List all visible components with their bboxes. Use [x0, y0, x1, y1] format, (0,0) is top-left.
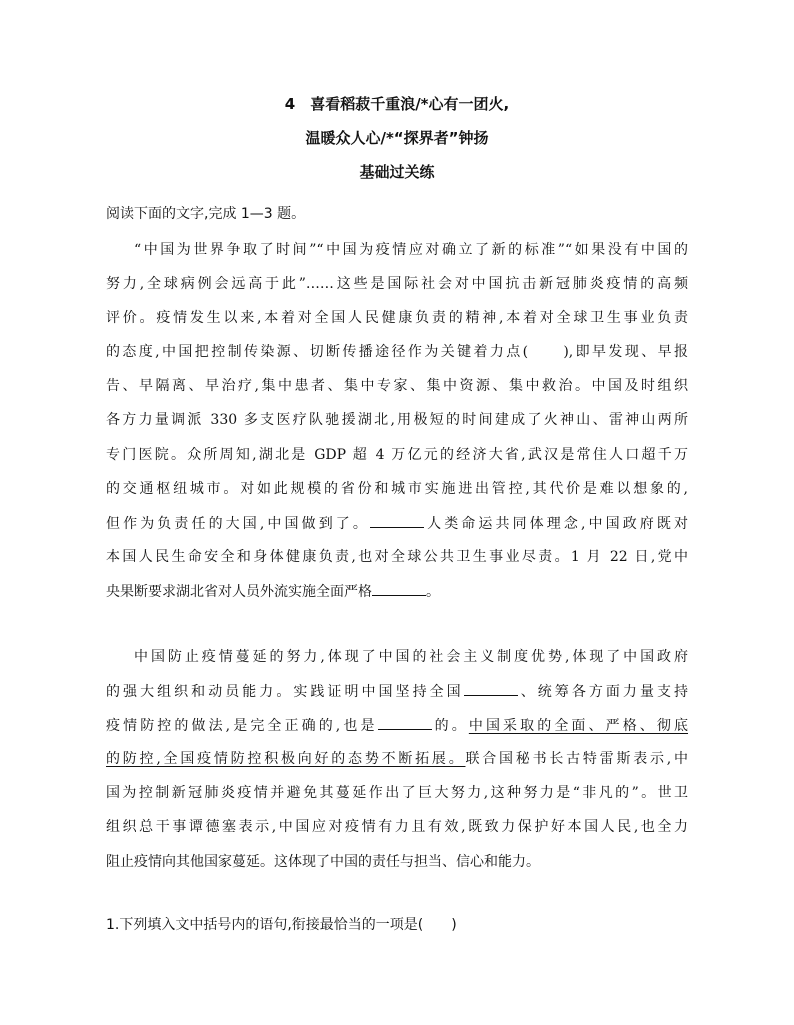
paragraph-line: 阻止疫情向其他国家蔓延。这体现了中国的责任与担当、信心和能力。 [106, 853, 540, 870]
lesson-title-line-1: 4 喜看稻菽千重浪/*心有一团火, [284, 95, 510, 113]
paragraph-line: 中国防止疫情蔓延的努力,体现了中国的社会主义制度优势,体现了中国政府 [134, 649, 688, 665]
line-text: 、统筹各方面力量支持 [517, 684, 689, 701]
line-text: 央果断要求湖北省对人员外流实施全面严格 [106, 583, 372, 600]
paragraph-line: 本国人民生命安全和身体健康负责,也对全球公共卫生事业尽责。1 月 22 日,党中 [106, 548, 688, 565]
line-text: 疫情防控的做法,是完全正确的,也是 [106, 718, 378, 735]
underlined-sentence: 中国采取的全面、严格、彻底 [468, 718, 689, 735]
line-text: 但作为负责任的大国,中国做到了。 [106, 515, 370, 532]
paragraph-line: “中国为世界争取了时间”“中国为疫情应对确立了新的标准”“如果没有中国的 [134, 242, 688, 258]
paragraph-line [106, 681, 688, 715]
fill-blank [370, 513, 424, 528]
paragraph-line [106, 715, 688, 749]
passage-paragraph-1 [106, 240, 688, 615]
line-text: 的。 [431, 718, 469, 735]
line-text: 人类命运共同体理念,中国政府既对 [424, 515, 688, 532]
paragraph-line: 专门医院。众所周知,湖北是 GDP 超 4 万亿元的经济大省,武汉是常住人口超千万 [106, 446, 688, 463]
question-1: 1.下列填入文中括号内的语句,衔接最恰当的一项是( ) [106, 917, 457, 933]
paragraph-line [106, 581, 688, 615]
paragraph-line: 努力,全球病例会远高于此”……这些是国际社会对中国抗击新冠肺炎疫情的高频 [106, 276, 688, 293]
line-text: 的强大组织和动员能力。实践证明中国坚持全国 [106, 684, 464, 701]
line-text: 。 [426, 583, 440, 600]
paragraph-line: 组织总干事谭德塞表示,中国应对疫情有力且有效,既致力保护好本国人民,也全力 [106, 819, 688, 836]
passage-paragraph-2 [106, 647, 688, 886]
paragraph-line: 的态度,中国把控制传染源、切断传播途径作为关键着力点( ),即早发现、早报 [106, 344, 688, 361]
fill-blank [464, 681, 518, 696]
lesson-title-line-2: 温暖众人心/*“探界者”钟扬 [305, 129, 489, 147]
paragraph-line: 各方力量调派 330 多支医疗队驰援湖北,用极短的时间建成了火神山、雷神山两所 [106, 412, 688, 429]
paragraph-line [106, 749, 688, 783]
paragraph-line: 国为控制新冠肺炎疫情并避免其蔓延作出了巨大努力,这种努力是“非凡的”。世卫 [106, 785, 688, 802]
paragraph-line: 告、早隔离、早治疗,集中患者、集中专家、集中资源、集中救治。中国及时组织 [106, 378, 688, 395]
paragraph-line [106, 513, 688, 547]
underlined-sentence: 的防控,全国疫情防控积极向好的态势不断拓展。 [106, 751, 466, 768]
reading-instruction: 阅读下面的文字,完成 1—3 题。 [106, 206, 306, 222]
section-heading: 基础过关练 [359, 163, 435, 181]
fill-blank [372, 581, 426, 596]
paragraph-line: 的交通枢纽城市。对如此规模的省份和城市实施进出管控,其代价是难以想象的, [106, 480, 688, 497]
fill-blank [378, 715, 432, 730]
paragraph-line: 评价。疫情发生以来,本着对全国人民健康负责的精神,本着对全球卫生事业负责 [106, 310, 688, 327]
line-text: 联合国秘书长古特雷斯表示,中 [465, 751, 688, 768]
